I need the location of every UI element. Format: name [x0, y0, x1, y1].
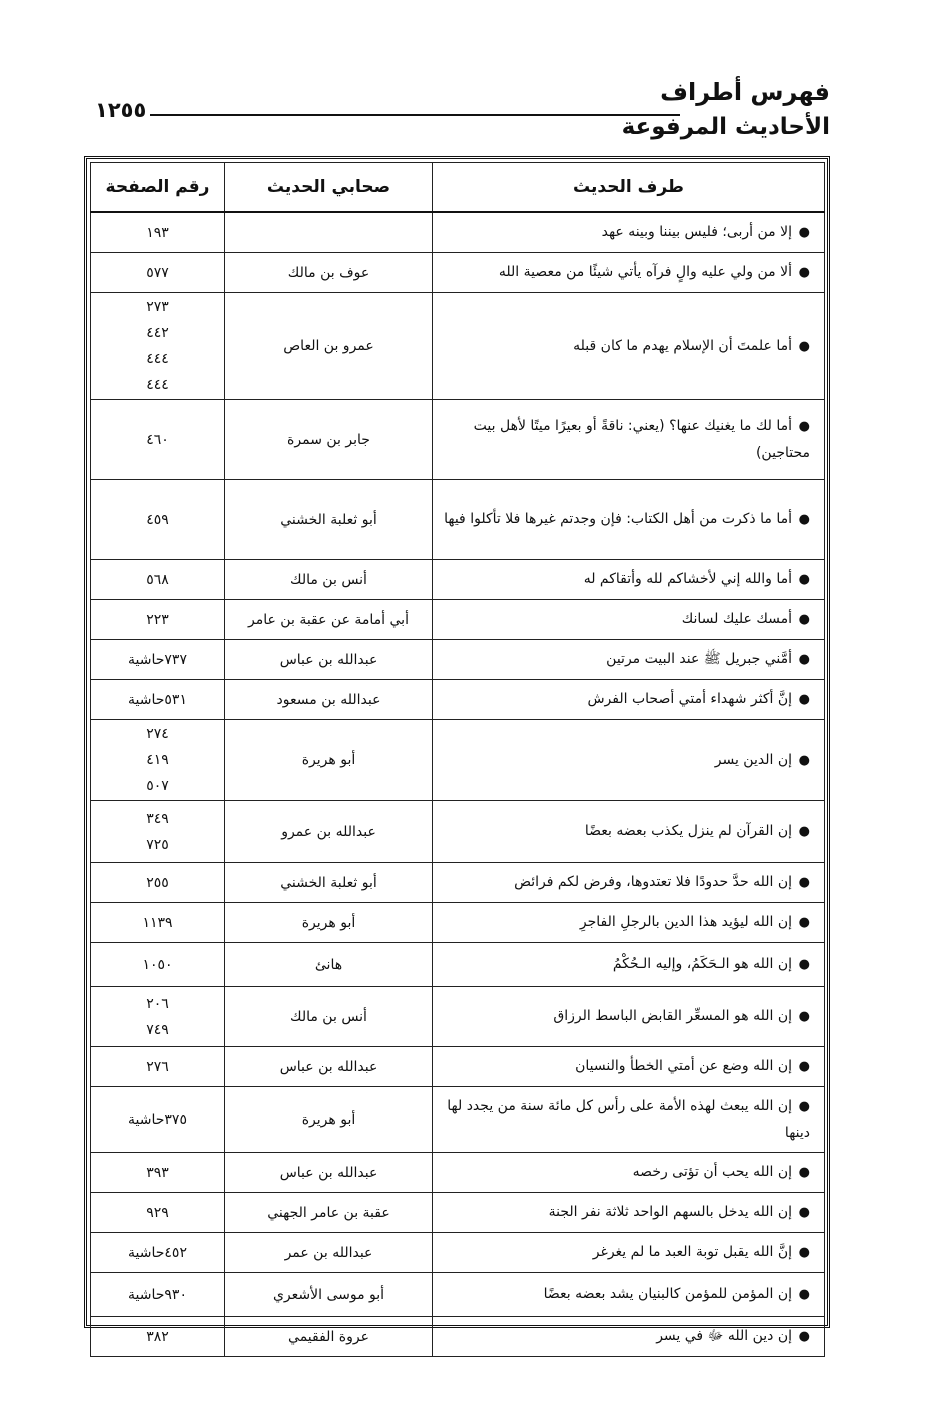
table-row — [91, 903, 825, 943]
page-number-cell — [91, 1047, 225, 1087]
page-reference: ٣٨٢ — [146, 1328, 169, 1345]
sahabi-cell: أبو ثعلبة الخشني — [225, 480, 433, 560]
hadith-text: إن الله يحب أن تؤتى رخصه — [632, 1164, 792, 1180]
page-number-cell — [91, 600, 225, 640]
page-reference: ٢٥٥ — [146, 874, 169, 891]
bullet-icon: ● — [798, 915, 810, 930]
hadith-text: إنَّ أكثر شهداء أمتي أصحاب الفرش — [587, 691, 792, 707]
sahabi-cell: أبو هريرة — [225, 1087, 433, 1153]
hadith-text: إنَّ الله يقبل توبة العبد ما لم يغرغر — [592, 1244, 792, 1260]
bullet-icon: ● — [798, 419, 810, 434]
page-reference: ٧٢٥ — [146, 836, 169, 853]
bullet-icon: ● — [798, 752, 810, 768]
hadith-cell — [433, 212, 825, 253]
table-row — [91, 1317, 825, 1357]
table-header-row — [91, 163, 825, 213]
sahabi-cell: عبدالله بن مسعود — [225, 680, 433, 720]
page-reference: ١٩٣ — [146, 224, 169, 241]
page-reference: ٥٦٨ — [146, 571, 169, 588]
page-number-cell — [91, 1153, 225, 1193]
bullet-icon: ● — [798, 225, 810, 240]
hadith-cell — [433, 600, 825, 640]
table-body — [91, 212, 825, 1357]
hadith-cell — [433, 1233, 825, 1273]
hadith-text: إن الله يبعث لهذه الأمة على رأس كل مائة سنة من يجدد لها دينها — [447, 1098, 810, 1141]
page-reference: ٣٤٩ — [146, 810, 169, 827]
sahabi-cell: عبدالله بن عباس — [225, 640, 433, 680]
bullet-icon: ● — [798, 1329, 810, 1344]
page-reference: ١١٣٩ — [142, 914, 173, 931]
sahabi-cell: عروة الفقيمي — [225, 1317, 433, 1357]
bullet-icon: ● — [798, 1009, 810, 1024]
table-row — [91, 640, 825, 680]
hadith-cell — [433, 1317, 825, 1357]
page-reference: ٤٥٩ — [146, 511, 169, 528]
sahabi-cell: أبي أمامة عن عقبة بن عامر — [225, 600, 433, 640]
hadith-cell — [433, 253, 825, 293]
table-row — [91, 560, 825, 600]
bullet-icon: ● — [798, 692, 810, 707]
table-row — [91, 480, 825, 560]
hadith-text: إلا من أربى؛ فليس بيننا وبينه عهد — [601, 224, 792, 240]
table-row — [91, 400, 825, 480]
page-reference: ٤٤٤ — [146, 377, 169, 393]
hadith-text: أمَّني جبريل ﷺ عند البيت مرتين — [606, 651, 792, 667]
sahabi-cell: أبو ثعلبة الخشني — [225, 863, 433, 903]
bullet-icon: ● — [798, 824, 810, 839]
hadith-cell — [433, 1273, 825, 1317]
column-header-sahabi: صحابي الحديث — [225, 163, 433, 213]
sahabi-cell — [225, 212, 433, 253]
hadith-cell — [433, 1047, 825, 1087]
page-number-cell — [91, 480, 225, 560]
page-number-cell — [91, 1233, 225, 1273]
page-number-cell — [91, 680, 225, 720]
hadith-text: إن المؤمن للمؤمن كالبنيان يشد بعضه بعضًا — [543, 1286, 792, 1302]
page-number-cell — [91, 943, 225, 987]
hadith-text: أما علمتَ أن الإسلام يهدم ما كان قبله — [573, 337, 792, 354]
sahabi-cell: عبدالله بن عمرو — [225, 801, 433, 863]
hadith-text: إن الله ليؤيد هذا الدين بالرجلِ الفاجرِ — [579, 914, 792, 930]
table-row — [91, 943, 825, 987]
hadith-cell — [433, 720, 825, 801]
hadith-text: إن الله هو الـحَكَمُ، وإليه الـحُكْمُ — [612, 956, 792, 972]
page-reference: ٥٧٧ — [146, 264, 169, 281]
hadith-cell — [433, 680, 825, 720]
column-header-hadith: طرف الحديث — [433, 163, 825, 213]
page-reference: ٢٠٦ — [146, 995, 169, 1012]
page-reference: ٤٦٠ — [146, 431, 169, 448]
page-number-cell — [91, 640, 225, 680]
hadith-text: أما لك ما يغنيك عنها؟ (يعني: ناقةً أو بعيرًا ميتًا لأهل بيت محتاجين) — [473, 418, 810, 461]
hadith-cell — [433, 293, 825, 400]
hadith-text: إن الدين يسر — [714, 751, 792, 768]
sahabi-cell: أبو هريرة — [225, 903, 433, 943]
hadith-text: إن الله يدخل بالسهم الواحد ثلاثة نفر الجنة — [548, 1204, 792, 1220]
hadith-text: أما والله إني لأخشاكم لله وأتقاكم له — [583, 571, 792, 587]
index-subtitle: الأحاديث المرفوعة — [621, 114, 830, 140]
table-row — [91, 600, 825, 640]
sahabi-cell: أنس بن مالك — [225, 987, 433, 1047]
table-row — [91, 680, 825, 720]
table-row — [91, 1153, 825, 1193]
page-number-cell — [91, 293, 225, 400]
table-row — [91, 987, 825, 1047]
table-row — [91, 1087, 825, 1153]
table-row — [91, 212, 825, 253]
table-row — [91, 1047, 825, 1087]
page-reference: ٩٣٠حاشية — [128, 1286, 187, 1303]
hadith-text: إن الله حدَّ حدودًا فلا تعتدوها، وفرض لكم فرائض — [514, 874, 792, 890]
sahabi-cell: جابر بن سمرة — [225, 400, 433, 480]
bullet-icon: ● — [798, 875, 810, 890]
page-reference: ٣٩٣ — [146, 1164, 169, 1181]
page-reference: ٤٤٤ — [146, 351, 169, 367]
hadith-cell — [433, 1087, 825, 1153]
page-reference: ٤٥٢حاشية — [128, 1244, 187, 1261]
hadith-cell — [433, 1193, 825, 1233]
hadith-cell — [433, 801, 825, 863]
table-row — [91, 720, 825, 801]
hadith-text: إن دين الله ﷻ في يسر — [656, 1328, 792, 1344]
page-number-cell — [91, 1193, 225, 1233]
hadith-cell — [433, 943, 825, 987]
hadith-cell — [433, 987, 825, 1047]
sahabi-cell: عمرو بن العاص — [225, 293, 433, 400]
bullet-icon: ● — [798, 572, 810, 587]
hadith-cell — [433, 863, 825, 903]
page-reference: ٢٢٣ — [146, 611, 169, 628]
hadith-cell — [433, 1153, 825, 1193]
hadith-text: أمسك عليك لسانك — [681, 611, 792, 627]
page-number-cell — [91, 987, 225, 1047]
page-header — [0, 0, 938, 150]
hadith-cell — [433, 400, 825, 480]
bullet-icon: ● — [798, 1205, 810, 1220]
page-number-cell — [91, 801, 225, 863]
table-row — [91, 1273, 825, 1317]
index-title: فهرس أطراف — [660, 78, 830, 106]
hadith-text: إن الله هو المسعِّر القابض الباسط الرزاق — [553, 1008, 792, 1024]
page-reference: ٩٢٩ — [146, 1204, 169, 1221]
page-number-cell — [91, 212, 225, 253]
page-reference: ٧٤٩ — [146, 1021, 169, 1038]
sahabi-cell: عبدالله بن عباس — [225, 1153, 433, 1193]
hadith-text: أما ما ذكرت من أهل الكتاب: فإن وجدتم غيرها فلا تأكلوا فيها — [444, 511, 792, 527]
hadith-cell — [433, 903, 825, 943]
hadith-cell — [433, 560, 825, 600]
hadith-text: ألا من ولي عليه والٍ فرآه يأتي شيئًا من معصية الله — [498, 264, 792, 280]
page-number-cell — [91, 1317, 225, 1357]
sahabi-cell: أبو موسى الأشعري — [225, 1273, 433, 1317]
sahabi-cell: أنس بن مالك — [225, 560, 433, 600]
sahabi-cell: عقبة بن عامر الجهني — [225, 1193, 433, 1233]
page-reference: ٥٠٧ — [146, 778, 169, 794]
table-row — [91, 1233, 825, 1273]
page-reference: ١٠٥٠ — [142, 956, 173, 973]
page-reference: ٤٤٢ — [146, 325, 169, 341]
page-number-cell — [91, 903, 225, 943]
page-number-cell — [91, 400, 225, 480]
bullet-icon: ● — [798, 512, 810, 527]
bullet-icon: ● — [798, 1059, 810, 1074]
bullet-icon: ● — [798, 1245, 810, 1260]
page-number-cell — [91, 560, 225, 600]
hadith-cell — [433, 640, 825, 680]
bullet-icon: ● — [798, 338, 810, 354]
page-number-cell — [91, 1087, 225, 1153]
page-reference: ٢٧٤ — [146, 726, 169, 742]
sahabi-cell: عبدالله بن عمر — [225, 1233, 433, 1273]
bullet-icon: ● — [798, 1099, 810, 1114]
hadith-cell — [433, 480, 825, 560]
page-number-cell — [91, 1273, 225, 1317]
bullet-icon: ● — [798, 1287, 810, 1302]
page-reference: ٧٣٧حاشية — [128, 651, 187, 668]
hadith-index-table — [90, 162, 825, 1357]
bullet-icon: ● — [798, 1165, 810, 1180]
hadith-text: إن القرآن لم ينزل يكذب بعضه بعضًا — [584, 823, 792, 839]
page-number-cell — [91, 863, 225, 903]
column-header-page: رقم الصفحة — [91, 163, 225, 213]
page-reference: ٣٧٥حاشية — [128, 1111, 187, 1128]
page-number: ١٢٥٥ — [95, 98, 147, 122]
table-row — [91, 801, 825, 863]
bullet-icon: ● — [798, 957, 810, 972]
page-reference: ٥٣١حاشية — [128, 691, 187, 708]
sahabi-cell: عبدالله بن عباس — [225, 1047, 433, 1087]
bullet-icon: ● — [798, 265, 810, 280]
sahabi-cell: أبو هريرة — [225, 720, 433, 801]
sahabi-cell: هانئ — [225, 943, 433, 987]
table-row — [91, 293, 825, 400]
table-row — [91, 1193, 825, 1233]
page-reference: ٢٧٣ — [146, 299, 169, 315]
header-rule — [150, 114, 680, 116]
page-reference: ٢٧٦ — [146, 1058, 169, 1075]
table-row — [91, 863, 825, 903]
table-row — [91, 253, 825, 293]
bullet-icon: ● — [798, 612, 810, 627]
bullet-icon: ● — [798, 652, 810, 667]
sahabi-cell: عوف بن مالك — [225, 253, 433, 293]
page-reference: ٤١٩ — [146, 752, 169, 768]
index-table-frame — [84, 156, 830, 1345]
hadith-text: إن الله وضع عن أمتي الخطأ والنسيان — [575, 1058, 792, 1074]
page-number-cell — [91, 720, 225, 801]
page-number-cell — [91, 253, 225, 293]
